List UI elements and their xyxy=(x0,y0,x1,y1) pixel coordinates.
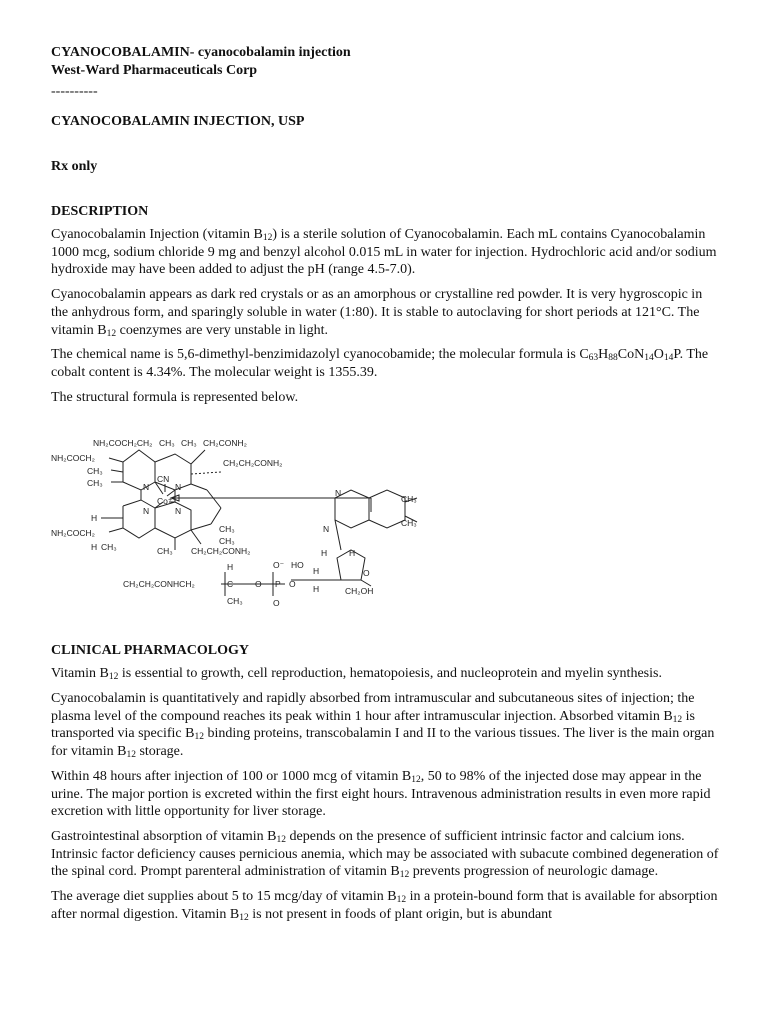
bond xyxy=(191,484,207,490)
substituent-bond xyxy=(109,528,123,532)
bond xyxy=(207,490,221,508)
bond xyxy=(335,520,341,550)
formula-label: CH₃ xyxy=(157,546,173,557)
formula-label: CH₂CH₂CONH₂ xyxy=(191,546,251,557)
page-title: CYANOCOBALAMIN INJECTION, USP xyxy=(51,114,305,129)
benzimidazole-benzene xyxy=(369,490,405,528)
clinical-paragraph-1: Vitamin $B_{12}$ is essential to growth, cell reproduction, hematopoiesis, and nucleoprotein and myelin synthesis. xyxy=(51,666,662,683)
formula-label: CH₃ xyxy=(219,536,235,547)
formula-label: N xyxy=(335,488,342,499)
substituent-bond xyxy=(109,458,123,462)
formula-label: O xyxy=(273,598,280,609)
structural-formula-diagram xyxy=(51,424,431,614)
substituent-bond xyxy=(191,472,221,474)
formula-label: N xyxy=(143,506,150,517)
formula-label: H xyxy=(349,548,356,559)
formula-label: NH₂COCH₂CH₂ xyxy=(93,438,153,449)
description-paragraph-1: Cyanocobalamin Injection (vitamin $B_{12}$) is a sterile solution of Cyanocobalamin. Each mL contains Cyanocobalamin 1000 mcg, sodium chloride 9 mg and benzyl alcohol 0.015 mL in water for injection. Hydrochloric acid and/or sodium hydroxide may have been added to adjust the pH (range 4.5-7.0). xyxy=(51,227,717,278)
bond xyxy=(191,524,211,530)
formula-label: CH₃ xyxy=(159,438,175,449)
formula-label: N xyxy=(175,482,182,493)
formula-label: CH₃ xyxy=(101,542,117,553)
formula-label: CH₃ xyxy=(401,494,417,505)
substituent-bond xyxy=(191,530,201,544)
formula-label: CH₃ xyxy=(87,478,103,489)
ring-b xyxy=(155,454,191,493)
clinical-pharmacology-heading: CLINICAL PHARMACOLOGY xyxy=(51,643,249,659)
formula-label: CH₃ xyxy=(227,596,243,607)
formula-label: HO xyxy=(291,560,304,571)
formula-label: CH₂CH₂CONHCH₂ xyxy=(123,579,195,590)
formula-label: CN xyxy=(157,474,170,485)
description-paragraph-3: The chemical name is 5,6-dimethyl-benzimidazolyl cyanocobamide; the molecular formula is $C_{63}H_{88}CoN_{14}O_{14}P$. The cobalt content is 4.34%. The molecular weight is 1355.39. xyxy=(51,347,709,380)
formula-label: H xyxy=(227,562,234,573)
formula-label: H xyxy=(321,548,328,559)
formula-label: H xyxy=(91,513,98,524)
structural-formula-figure xyxy=(51,424,431,614)
formula-label: C xyxy=(227,579,234,590)
description-paragraph-4: The structural formula is represented below. xyxy=(51,389,299,405)
ring-a xyxy=(123,450,155,493)
divider: ---------- xyxy=(51,84,98,99)
formula-label: N xyxy=(175,506,182,517)
formula-label: H xyxy=(313,566,320,577)
formula-label: O xyxy=(289,579,296,590)
formula-label: CH₃ xyxy=(219,524,235,535)
formula-label: O xyxy=(363,568,370,579)
formula-label: H xyxy=(91,542,98,553)
company-name: West-Ward Pharmaceuticals Corp xyxy=(51,63,258,78)
formula-label: N xyxy=(143,482,150,493)
document-page xyxy=(51,44,721,923)
ring-d xyxy=(155,502,191,538)
formula-label: CH₃ xyxy=(181,438,197,449)
substituent-bond xyxy=(111,470,123,472)
formula-label: CH₂OH xyxy=(345,586,374,597)
formula-label: N xyxy=(323,524,330,535)
formula-label: CH₃ xyxy=(87,466,103,477)
product-line-header: CYANOCOBALAMIN- cyanocobalamin injection xyxy=(51,45,351,60)
formula-label: Co⁺ xyxy=(157,496,173,507)
formula-label: O⁻ xyxy=(273,560,285,571)
clinical-paragraph-4: Gastrointestinal absorption of vitamin $B_{12}$ depends on the presence of sufficient intrinsic factor and calcium ions. Intrinsic factor deficiency causes pernicious anemia, which may be associated with subacute combined degeneration of the spinal cord. Prompt parenteral administration of vitamin $B_{12}$ prevents progression of neurologic damage. xyxy=(51,828,719,881)
ring-c xyxy=(123,500,155,538)
formula-label: CH₂CONH₂ xyxy=(203,438,247,449)
clinical-paragraph-5: The average diet supplies about 5 to 15 mcg/day of vitamin $B_{12}$ in a protein-bound form that is available for absorption after normal digestion. Vitamin $B_{12}$ is not present in foods of plant origin, but is abundant xyxy=(51,889,718,923)
formula-label: O xyxy=(255,579,262,590)
formula-label: P xyxy=(275,579,281,590)
formula-label: NH₂COCH₂ xyxy=(51,528,95,539)
formula-label: H xyxy=(313,584,320,595)
clinical-paragraph-2: Cyanocobalamin is quantitatively and rapidly absorbed from intramuscular and subcutaneous sites of injection; the plasma level of the compound reaches its peak within 1 hour after intramuscular injection. Absorbed vitamin $B_{12}$ is transported via specific $B_{12}$ binding proteins, transcobalamin I and II to the various tissues. The liver is the main organ for vitamin $B_{12}$ storage. xyxy=(51,691,715,761)
formula-label: CH₃ xyxy=(401,518,417,529)
formula-label: CH₂CH₂CONH₂ xyxy=(223,458,283,469)
formula-label: NH₂COCH₂ xyxy=(51,453,95,464)
rx-only-label: Rx only xyxy=(51,159,98,174)
description-paragraph-2: Cyanocobalamin appears as dark red crystals or as an amorphous or crystalline red powder. It is very hygroscopic in the anhydrous form, and sparingly soluble in water (1:80). It is stable to autoclaving for short periods at 121°C. The vitamin $B_{12}$ coenzymes are very unstable in light. xyxy=(51,287,703,339)
clinical-paragraph-3: Within 48 hours after injection of 100 or 1000 mcg of vitamin $B_{12}$, 50 to 98% of the injected dose may appear in the urine. The major portion is excreted within the first eight hours. Intravenous administration results in even more rapid excretion with little opportunity for liver storage. xyxy=(51,768,711,820)
bond xyxy=(211,508,221,524)
description-heading: DESCRIPTION xyxy=(51,204,149,219)
substituent-bond xyxy=(191,450,205,464)
